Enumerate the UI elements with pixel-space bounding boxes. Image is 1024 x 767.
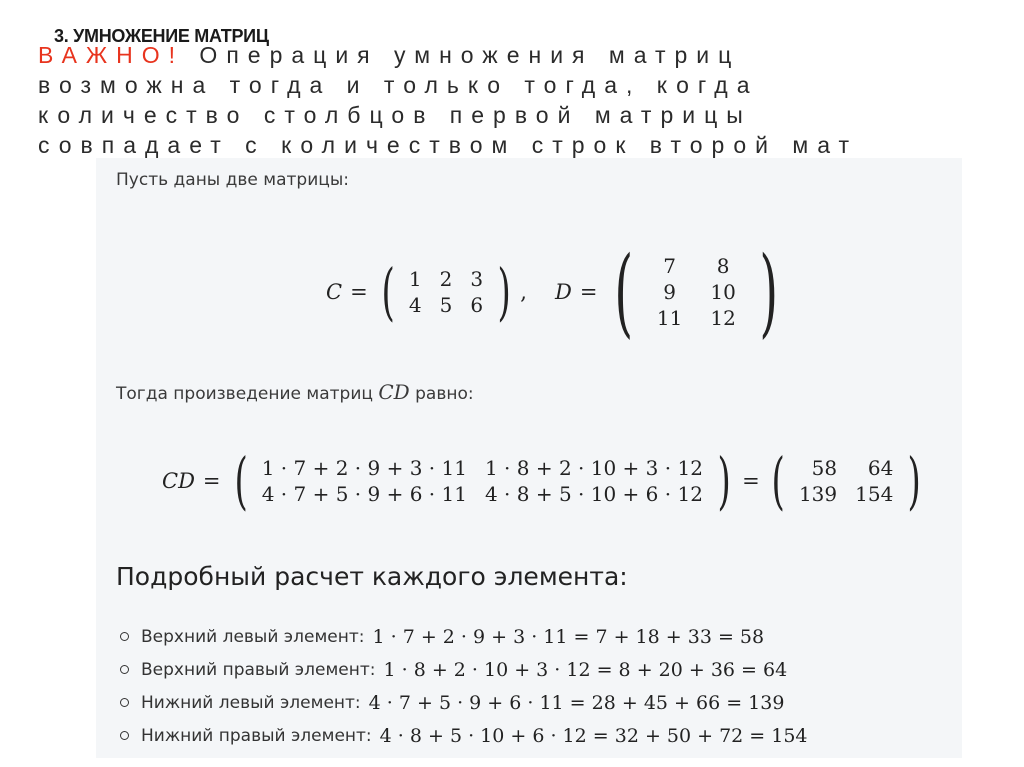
- detail-label: Нижний левый элемент:: [141, 692, 361, 713]
- bullet-circle-icon: [120, 665, 129, 674]
- matrix-d-cell: 12: [710, 306, 736, 330]
- intro-paragraph: [38, 40, 918, 160]
- product-expression-cell: 1 · 8 + 2 · 10 + 3 · 12: [484, 456, 703, 480]
- matrix-c-name: C: [326, 280, 343, 304]
- matrix-d-cell: 8: [716, 254, 730, 278]
- detail-formula: 4 · 8 + 5 · 10 + 6 · 12 = 32 + 50 + 72 = 154: [379, 724, 808, 747]
- product-result-cell: 64: [867, 456, 894, 480]
- product-expression-matrix: ( 1 · 7 + 2 · 9 + 3 · 11 1 · 8 + 2 · 10 + 3 · 12 4 · 7 + 5 · 9 + 6 · 11 4 · 8 + 5 · 10 + 6 · 12 ): [233, 444, 731, 517]
- list-item: [141, 719, 808, 752]
- product-result-cell: 139: [798, 482, 838, 506]
- matrix-c-cell: 1: [408, 267, 422, 291]
- slide-title: 3. УМНОЖЕНИЕ МАТРИЦ: [54, 26, 269, 46]
- product-label-before: Тогда произведение матриц: [116, 384, 373, 404]
- matrix-c: ( 1 2 3 4 5 6 ): [381, 255, 511, 328]
- list-item: [141, 620, 808, 653]
- matrix-d-cell: 7: [663, 254, 676, 278]
- product-label-after: равно:: [415, 384, 474, 404]
- product-expression-cell: 1 · 7 + 2 · 9 + 3 · 11: [261, 456, 467, 480]
- list-item: [141, 686, 808, 719]
- product-result-cell: 58: [811, 456, 838, 480]
- detail-formula: 4 · 7 + 5 · 9 + 6 · 11 = 28 + 45 + 66 = 139: [368, 691, 785, 714]
- important-label: ВАЖНО!: [38, 42, 185, 68]
- matrix-c-cell: 5: [439, 293, 453, 317]
- matrix-c-cell: 4: [408, 293, 422, 317]
- calculation-list: [141, 620, 808, 752]
- matrix-c-cell: 2: [439, 267, 453, 291]
- product-result-matrix: ( 58 64 139 154 ): [771, 444, 922, 517]
- section-heading: Подробный расчет каждого элемента:: [116, 562, 628, 591]
- product-equation: CD = ( 1 · 7 + 2 · 9 + 3 · 11 1 · 8 + 2 · 10 + 3 · 12 4 · 7 + 5 · 9 + 6 · 11 4 · 8 + 5 · 10 + 6 · 12 ) = ( 58 64 139 154 ): [162, 450, 927, 512]
- given-matrices-label: Пусть даны две матрицы:: [116, 170, 349, 190]
- intro-text: Операция умножения матриц возможна тогда и только тогда, когда количество столбцов первой матрицы совпадает с количеством строк второй мат: [38, 42, 859, 158]
- bullet-circle-icon: [120, 731, 129, 740]
- product-result-cell: 154: [855, 482, 894, 506]
- list-item: [141, 653, 808, 686]
- matrix-d-cell: 10: [710, 280, 736, 304]
- detail-label: Верхний правый элемент:: [141, 659, 376, 680]
- detail-label: Верхний левый элемент:: [141, 626, 365, 647]
- matrix-c-cell: 3: [470, 267, 484, 291]
- matrix-d-cell: 11: [656, 306, 683, 330]
- detail-formula: 1 · 8 + 2 · 10 + 3 · 12 = 8 + 20 + 36 = 64: [383, 658, 788, 681]
- product-expression-cell: 4 · 7 + 5 · 9 + 6 · 11: [261, 482, 467, 506]
- detail-label: Нижний правый элемент:: [141, 725, 372, 746]
- matrix-definitions: C = ( 1 2 3 4 5 6 ) , D = ( 7 8 9 10 11 12 ): [326, 244, 787, 340]
- matrix-d-name: D: [554, 280, 572, 304]
- matrix-c-cell: 6: [470, 293, 484, 317]
- detail-formula: 1 · 7 + 2 · 9 + 3 · 11 = 7 + 18 + 33 = 58: [372, 625, 765, 648]
- product-name: CD: [162, 469, 195, 493]
- matrix-d-cell: 9: [663, 280, 676, 304]
- bullet-circle-icon: [120, 698, 129, 707]
- bullet-circle-icon: [120, 632, 129, 641]
- content-panel: [96, 158, 962, 758]
- matrix-d: ( 7 8 9 10 11 12 ): [614, 236, 778, 348]
- product-expression-cell: 4 · 8 + 5 · 10 + 6 · 12: [484, 482, 703, 506]
- product-name-inline: CD: [378, 380, 410, 404]
- product-label: [116, 380, 474, 404]
